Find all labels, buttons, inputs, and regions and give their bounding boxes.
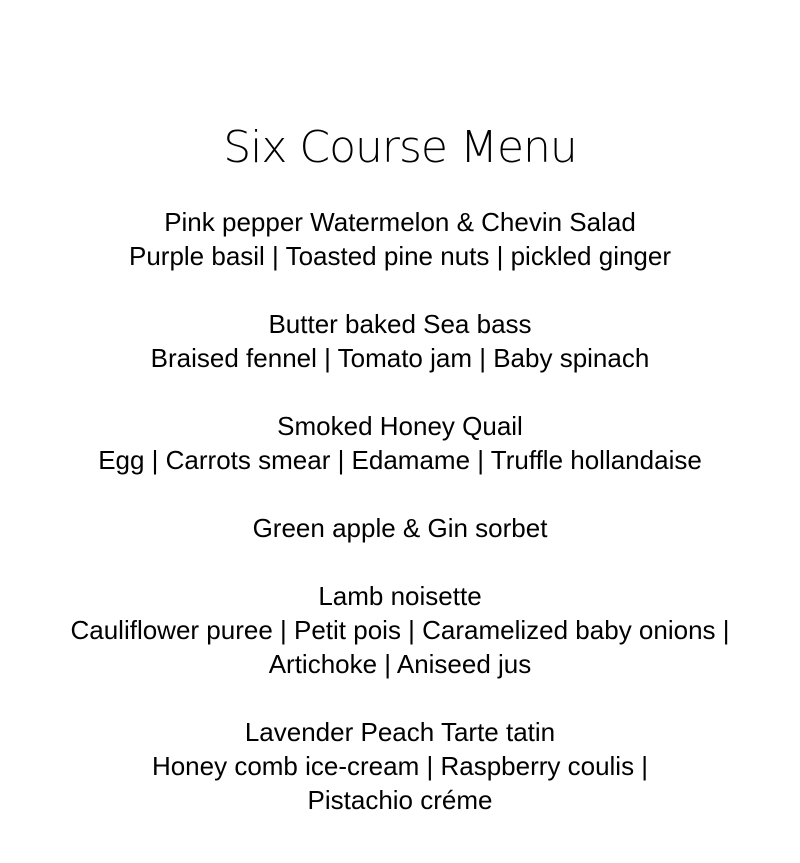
course-details: Honey comb ice-cream | Raspberry coulis | [151,751,649,781]
course-details: Purple basil | Toasted pine nuts | pickled ginger [128,241,672,271]
course-details-continued: Pistachio créme [307,785,493,815]
menu-title: Six Course Menu [223,122,577,173]
course-name: Butter baked Sea bass [268,309,532,339]
course-2 [0,307,800,375]
course-list [0,205,800,817]
course-name: Smoked Honey Quail [277,411,523,441]
course-6 [0,715,800,817]
course-details-continued: Artichoke | Aniseed jus [268,649,532,679]
course-name: Green apple & Gin sorbet [252,513,548,543]
course-details: Egg | Carrots smear | Edamame | Truffle hollandaise [98,445,702,475]
course-details: Cauliflower puree | Petit pois | Caramelized baby onions | [70,615,730,645]
course-name: Lamb noisette [318,581,482,611]
course-name: Lavender Peach Tarte tatin [244,717,556,747]
course-1 [0,205,800,273]
course-5 [0,579,800,681]
course-3 [0,409,800,477]
course-name: Pink pepper Watermelon & Chevin Salad [164,207,636,237]
course-details: Braised fennel | Tomato jam | Baby spinach [150,343,650,373]
course-4 [0,511,800,545]
